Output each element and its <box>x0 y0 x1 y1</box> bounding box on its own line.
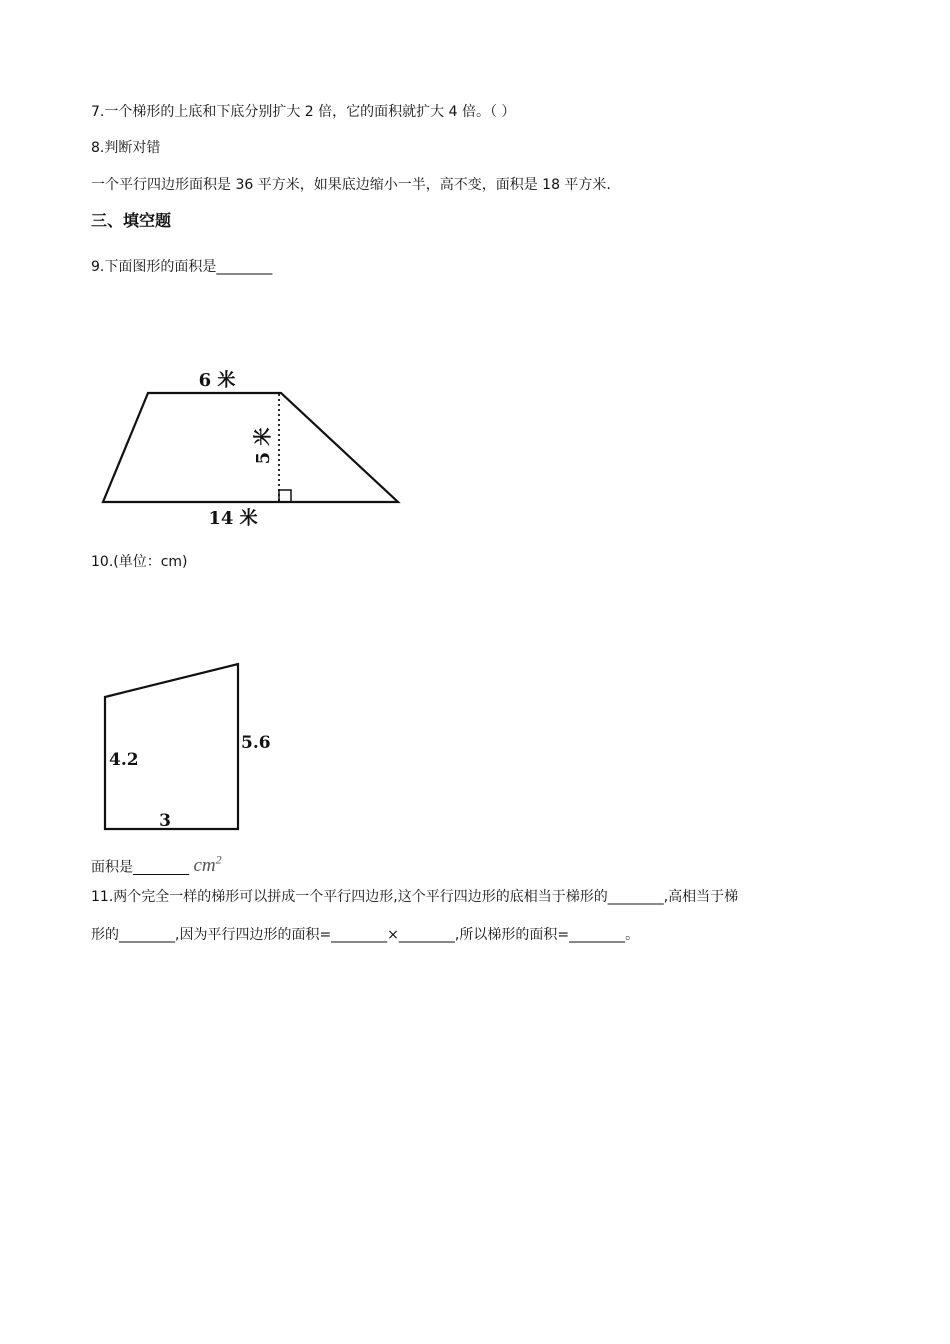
area-answer-prefix: 面积是________ <box>91 859 189 876</box>
top-base-label: 6 米 <box>198 370 236 391</box>
right-trapezoid-figure <box>95 655 280 835</box>
bottom-base-label: 14 米 <box>208 508 258 529</box>
area-unit <box>193 855 221 876</box>
question-10-answer <box>91 850 222 877</box>
question-7: 7.一个梯形的上底和下底分别扩大 2 倍，它的面积就扩大 4 倍。（ ） <box>91 104 516 120</box>
question-11-line-1: 11.两个完全一样的梯形可以拼成一个平行四边形,这个平行四边形的底相当于梯形的________,高相当于梯 <box>91 889 739 905</box>
right-angle-mark <box>279 490 291 502</box>
left-side-label: 4.2 <box>109 750 139 770</box>
unit-superscript: 2 <box>215 853 222 867</box>
unit-text: cm <box>193 855 216 877</box>
height-label: 5 米 <box>253 427 274 465</box>
question-10: 10.(单位：cm) <box>91 554 188 570</box>
bottom-side-label: 3 <box>159 811 171 831</box>
question-8-statement: 一个平行四边形面积是 36 平方米，如果底边缩小一半，高不变，面积是 18 平方米. <box>91 177 611 193</box>
right-trapezoid-outline <box>105 664 238 829</box>
right-side-label: 5.6 <box>241 733 271 753</box>
trapezoid-figure <box>95 360 410 535</box>
trapezoid-outline <box>103 393 398 502</box>
question-9: 9.下面图形的面积是________ <box>91 259 273 275</box>
section-heading-fill-blank: 三、填空题 <box>91 211 172 230</box>
question-11-line-2: 形的________,因为平行四边形的面积=________×________,所以梯形的面积=________。 <box>91 927 640 943</box>
question-8-title: 8.判断对错 <box>91 140 161 156</box>
